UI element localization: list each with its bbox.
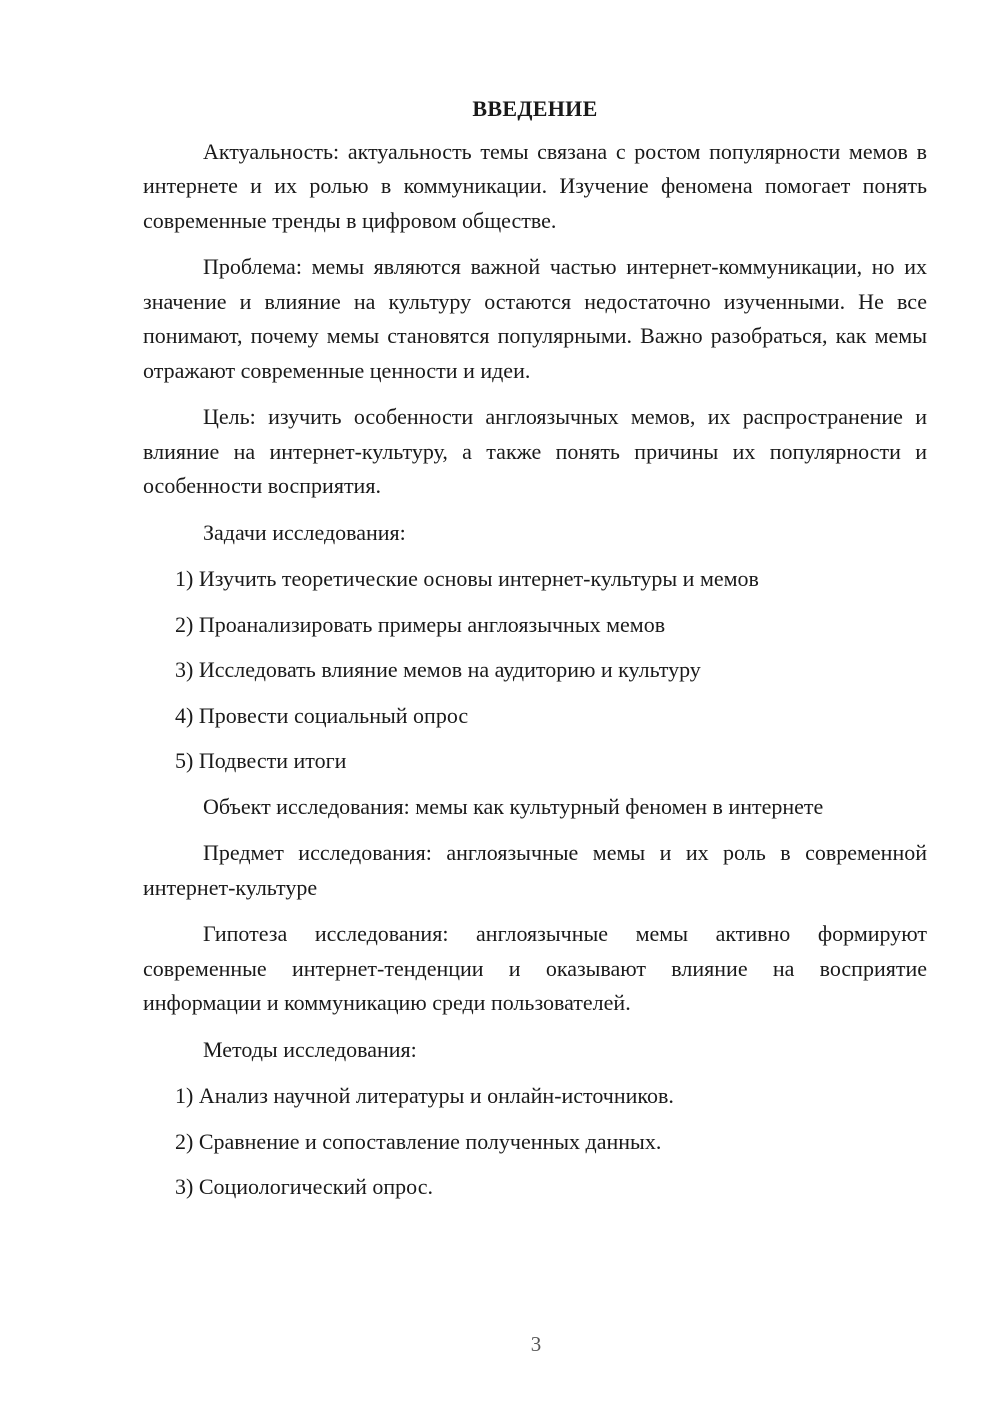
methods-heading: Методы исследования: xyxy=(203,1036,417,1062)
list-item: 3) Социологический опрос. xyxy=(175,1174,433,1199)
list-item: 4) Провести социальный опрос xyxy=(175,702,469,728)
relevance-paragraph: Актуальность: актуальность темы связана с ростом популярности мемов в интернете и их ролью в коммуникации. Изучение феномена помогает понять современные тренды в цифровом обществе. xyxy=(143,138,927,233)
list-item: 3) Исследовать влияние мемов на аудиторию и культуру xyxy=(175,657,701,682)
list-item: 2) Сравнение и сопоставление полученных данных. xyxy=(175,1128,662,1154)
subject-paragraph: Предмет исследования: англоязычные мемы и их роль в современной интернет-культуре xyxy=(143,840,927,900)
methods-list xyxy=(143,1079,927,1205)
list-item: 1) Анализ научной литературы и онлайн-источников. xyxy=(175,1083,674,1108)
page-title: ВВЕДЕНИЕ xyxy=(472,96,598,121)
hypothesis-paragraph: Гипотеза исследования: англоязычные мемы активно формируют современные интернет-тенденции и оказывают влияние на восприятие информации и коммуникацию среди пользователей. xyxy=(143,921,927,1015)
list-item: 5) Подвести итоги xyxy=(175,748,347,773)
tasks-list xyxy=(143,562,927,779)
object-paragraph: Объект исследования: мемы как культурный феномен в интернете xyxy=(203,793,824,819)
page-content xyxy=(143,92,927,1216)
list-item: 2) Проанализировать примеры англоязычных мемов xyxy=(175,611,666,637)
list-item: 1) Изучить теоретические основы интернет-культуры и мемов xyxy=(175,566,759,591)
goal-paragraph: Цель: изучить особенности англоязычных мемов, их распространение и влияние на интернет-культуру, а также понять причины их популярности и особенности восприятия. xyxy=(143,404,927,498)
tasks-heading: Задачи исследования: xyxy=(203,519,406,545)
page-number: 3 xyxy=(530,1332,542,1356)
problem-paragraph: Проблема: мемы являются важной частью интернет-коммуникации, но их значение и влияние на культуру остаются недостаточно изученными. Не все понимают, почему мемы становятся популярными. Важно разобраться, как мемы отражают современные ценности и идеи. xyxy=(143,254,927,383)
